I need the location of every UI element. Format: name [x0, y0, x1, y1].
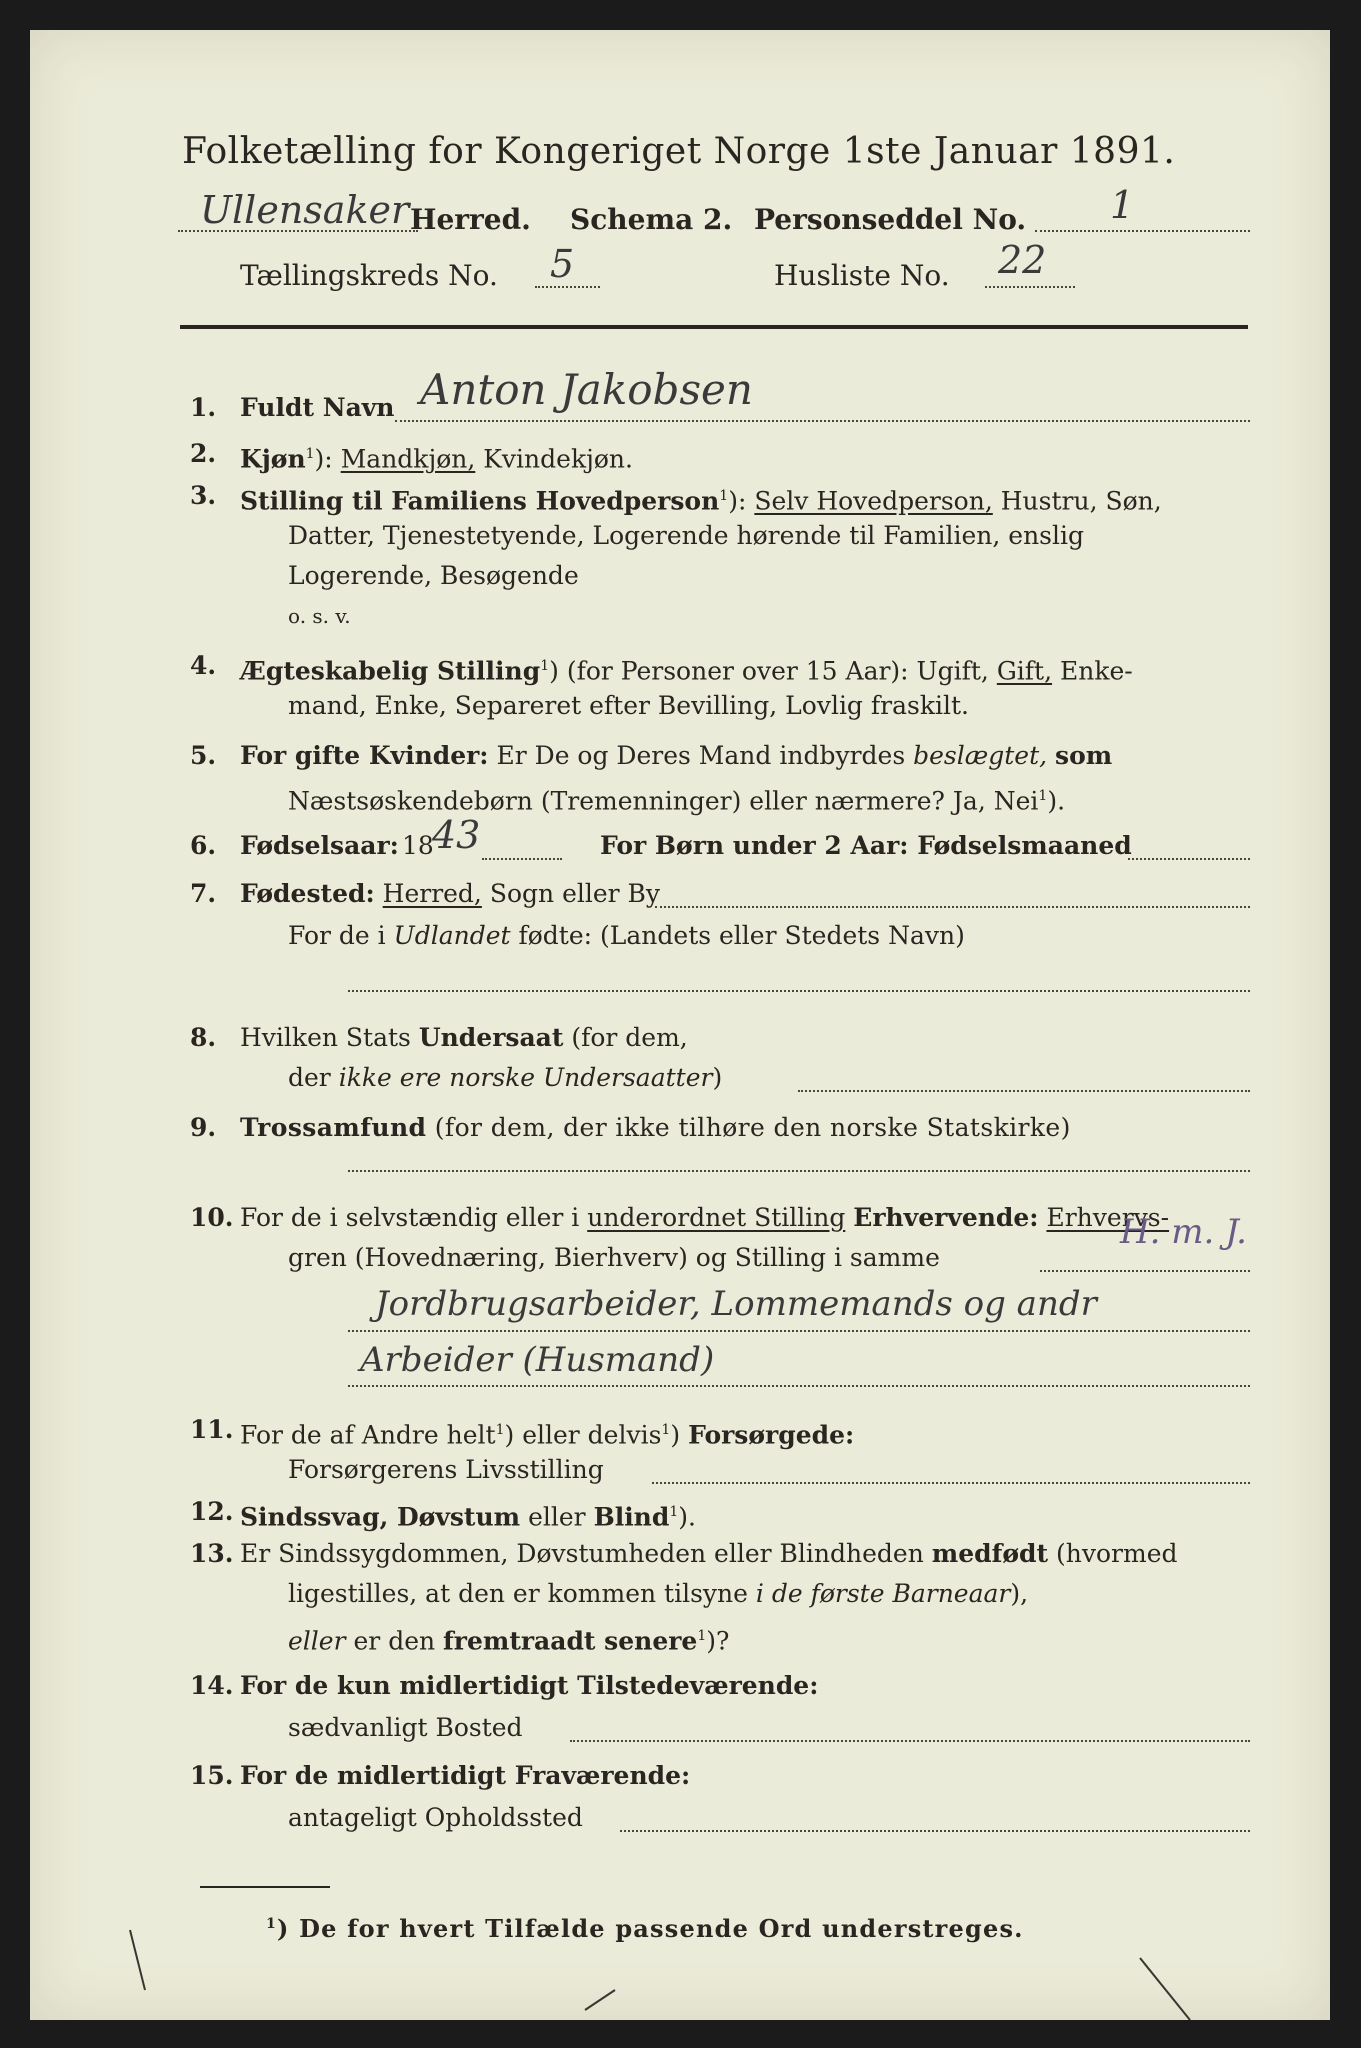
q2-option-female: Kvindekjøn. — [483, 444, 633, 474]
q13-footnote-mark: 1 — [697, 1628, 707, 1644]
q10-occupation-line1: Jordbrugsarbeider, Lommemands og andr — [375, 1284, 1097, 1324]
q12-footnote-mark: 1 — [669, 1504, 679, 1520]
q7-option-selected: Herred, — [382, 879, 482, 908]
q3-label: Stilling til Familiens Hovedperson — [240, 486, 720, 516]
q5-line1-mid: Er De og Deres Mand indbyrdes — [496, 741, 906, 770]
q13-line3-end: )? — [706, 1626, 730, 1656]
q8-line2-italic: ikke ere norske Undersaatter — [338, 1063, 713, 1092]
q5-footnote-mark: 1 — [1038, 788, 1048, 804]
q13-line1-bold: medfødt — [931, 1539, 1049, 1568]
q13-number: 13. — [190, 1539, 234, 1568]
q10-line1-end: Erhvervs- — [1046, 1203, 1170, 1232]
husliste-value: 22 — [998, 238, 1047, 282]
q4-line2: mand, Enke, Separeret efter Bevilling, Lovlig fraskilt. — [288, 691, 969, 720]
q12-end: ). — [678, 1502, 696, 1532]
q11-line2: Forsørgerens Livsstilling — [288, 1455, 604, 1484]
q2-label: Kjøn — [240, 444, 306, 474]
q8-line2-a: der — [288, 1063, 331, 1092]
q1-name-value: Anton Jakobsen — [420, 365, 753, 414]
q2-option-male: Mandkjøn, — [340, 444, 476, 474]
corner-mark-right — [1140, 1958, 1190, 2020]
kreds-value: 5 — [550, 242, 575, 286]
q2-colon: ): — [314, 444, 333, 474]
q13-line2-a: ligestilles, at den er kommen tilsyne — [288, 1579, 748, 1608]
q13-line3-bold: fremtraadt senere — [443, 1626, 698, 1656]
q8-line1-b: (for dem, — [571, 1023, 688, 1052]
q6-number: 6. — [190, 831, 217, 860]
q15-line2: antageligt Opholdssted — [288, 1803, 583, 1832]
q5-label: For gifte Kvinder: — [240, 741, 489, 770]
q3-line4: o. s. v. — [288, 604, 351, 628]
q10-line2: gren (Hovednæring, Bierhverv) og Stilling i samme — [288, 1243, 940, 1272]
q10-occupation-line2: Arbeider (Husmand) — [360, 1340, 715, 1380]
q13-line3-a: er den — [353, 1626, 436, 1656]
q11-line1-c: ) — [670, 1420, 681, 1450]
q10-number: 10. — [190, 1203, 234, 1232]
q13-line2-italic: i de første Barneaar — [755, 1579, 1011, 1608]
census-form-page — [30, 30, 1330, 2020]
q14-number: 14. — [190, 1671, 234, 1700]
q5-line2: Næstsøskendebørn (Tremenninger) eller nærmere? Ja, Nei — [288, 786, 1039, 816]
q7-rest: Sogn eller By — [489, 879, 661, 908]
q3-line2: Datter, Tjenestetyende, Logerende hørende til Familien, enslig — [288, 521, 1085, 550]
q1-label: Fuldt Navn — [240, 393, 395, 422]
q11-footnote-mark-b: 1 — [661, 1422, 671, 1438]
q8-line1-a: Hvilken Stats — [240, 1023, 411, 1052]
q4-line1-end: Enke- — [1060, 656, 1133, 686]
q10-line1-underlined: underordnet Stilling — [587, 1203, 846, 1232]
q3-line3: Logerende, Besøgende — [288, 561, 579, 590]
q12-mid: eller — [528, 1502, 586, 1532]
q12-number: 12. — [190, 1497, 234, 1526]
q10-occupation-code: H. m. J. — [1120, 1212, 1247, 1252]
q15-label: For de midlertidigt Fraværende: — [240, 1761, 691, 1790]
q13-line1-end: (hvormed — [1056, 1539, 1178, 1568]
q14-line2: sædvanligt Bosted — [288, 1713, 523, 1742]
q8-line2-b: ) — [712, 1063, 723, 1092]
q13-line2-b: ), — [1010, 1579, 1029, 1608]
q4-label: Ægteskabelig Stilling — [240, 656, 541, 686]
q4-footnote-mark: 1 — [540, 658, 550, 674]
q4-line1-mid: ) (for Personer over 15 Aar): Ugift, — [549, 656, 989, 686]
kreds-label: Tællingskreds No. — [240, 259, 498, 292]
q7-line2-a: For de i — [288, 921, 386, 950]
center-mark — [585, 1990, 615, 2010]
form-title: Folketælling for Kongeriget Norge 1ste Januar 1891. — [182, 131, 1176, 172]
q11-line1-bold: Forsørgede: — [688, 1420, 855, 1450]
q4-option-selected: Gift, — [996, 656, 1053, 686]
q9-rest: (for dem, der ikke tilhøre den norske Statskirke) — [434, 1113, 1071, 1142]
q7-label: Fødested: — [240, 879, 375, 908]
footnote-text: ) De for hvert Tilfælde passende Ord understreges. — [276, 1914, 1024, 1943]
q9-label: Trossamfund — [240, 1113, 427, 1142]
personseddel-value: 1 — [1110, 183, 1135, 227]
q3-option-selected: Selv Hovedperson, — [754, 486, 993, 516]
q3-colon: ): — [728, 486, 747, 516]
q7-number: 7. — [190, 879, 217, 908]
footnote-mark: 1 — [266, 1916, 277, 1932]
q11-number: 11. — [190, 1415, 234, 1444]
q9-number: 9. — [190, 1113, 217, 1142]
q6-rest: For Børn under 2 Aar: Fødselsmaaned — [600, 831, 1132, 860]
q5-line1-end: som — [1055, 741, 1113, 770]
q14-label: For de kun midlertidigt Tilstedeværende: — [240, 1671, 819, 1700]
q2-number: 2. — [190, 439, 217, 468]
herred-label: Herred. — [410, 203, 531, 236]
q10-line1-a: For de i selvstændig eller i — [240, 1203, 580, 1232]
q12-label2: Blind — [593, 1502, 670, 1532]
q5-line2-end: ). — [1047, 786, 1066, 816]
q11-line1-a: For de af Andre helt — [240, 1420, 496, 1450]
q8-number: 8. — [190, 1023, 217, 1052]
q3-line1-rest: Hustru, Søn, — [1000, 486, 1162, 516]
personseddel-label: Personseddel No. — [754, 203, 1027, 236]
q5-number: 5. — [190, 741, 217, 770]
q13-line1-a: Er Sindssygdommen, Døvstumheden eller Blindheden — [240, 1539, 924, 1568]
husliste-label: Husliste No. — [774, 259, 950, 292]
scan-marks — [30, 30, 1330, 2020]
corner-mark-left — [130, 1930, 145, 1990]
q7-line2-c: (Landets eller Stedets Navn) — [600, 921, 965, 950]
q7-line2-italic: Udlandet — [393, 921, 511, 950]
q2-footnote-mark: 1 — [305, 446, 315, 462]
q6-year-prefix: 18 — [402, 831, 434, 860]
q11-line1-b: ) eller delvis — [504, 1420, 662, 1450]
q10-line1-bold: Erhvervende: — [853, 1203, 1039, 1232]
q1-number: 1. — [190, 393, 217, 422]
q6-label: Fødselsaar: — [240, 831, 399, 860]
q8-line1-bold: Undersaat — [418, 1023, 564, 1052]
q4-number: 4. — [190, 651, 217, 680]
q12-label: Sindssvag, Døvstum — [240, 1502, 521, 1532]
q6-year-value: 43 — [432, 813, 481, 857]
q11-footnote-mark-a: 1 — [495, 1422, 505, 1438]
q3-footnote-mark: 1 — [719, 488, 729, 504]
q3-number: 3. — [190, 481, 217, 510]
q7-line2-b: fødte: — [518, 921, 593, 950]
q15-number: 15. — [190, 1761, 234, 1790]
schema-label: Schema 2. — [570, 203, 733, 236]
q5-line1-italic: beslægtet, — [913, 741, 1048, 770]
q13-line3-italic: eller — [288, 1626, 346, 1656]
herred-value: Ullensaker — [200, 188, 410, 232]
